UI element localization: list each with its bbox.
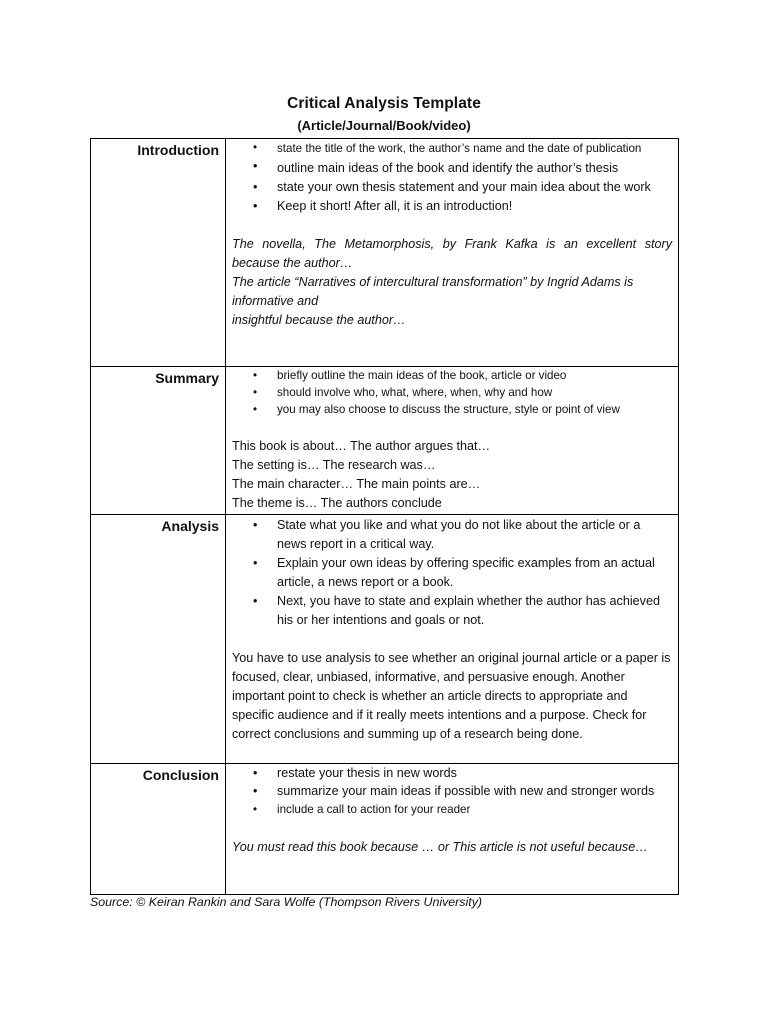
introduction-example-2: The article “Narratives of intercultural transformation” by Ingrid Adams is informative and bbox=[232, 275, 634, 308]
conclusion-label-cell bbox=[91, 764, 226, 895]
analysis-paragraph: You have to use analysis to see whether an original journal article or a paper is focused, clear, unbiased, informative, and persuasive enough. Another important point to check is whether an article directs to appropriate and specific audience and if it really meets intentions and a purpose. Check for correct conclusions and summing up of a research being done. bbox=[232, 651, 671, 741]
document-title: Critical Analysis Template bbox=[287, 95, 481, 112]
conclusion-bullet-list bbox=[232, 764, 672, 819]
summary-line-1: This book is about… The author argues that… bbox=[232, 439, 491, 453]
list-item: • state the title of the work, the author’s name and the date of publication bbox=[232, 139, 672, 157]
analysis-template-table bbox=[90, 138, 679, 895]
list-item: • state your own thesis statement and your main idea about the work bbox=[232, 178, 672, 197]
list-item: • State what you like and what you do not like about the article or a news report in a critical way. bbox=[232, 516, 672, 554]
summary-line-4: The theme is… The authors conclude bbox=[232, 496, 442, 510]
conclusion-content bbox=[226, 764, 679, 895]
list-item: • Explain your own ideas by offering specific examples from an actual article, a news report or a book. bbox=[232, 554, 672, 592]
document-subtitle: (Article/Journal/Book/video) bbox=[297, 118, 471, 133]
summary-line-2: The setting is… The research was… bbox=[232, 458, 436, 472]
list-item: • Next, you have to state and explain whether the author has achieved his or her intentions and goals or not. bbox=[232, 592, 672, 630]
summary-line-3: The main character… The main points are… bbox=[232, 477, 481, 491]
list-item: • should involve who, what, where, when, why and how bbox=[232, 384, 672, 401]
list-item: • briefly outline the main ideas of the book, article or video bbox=[232, 367, 672, 384]
analysis-label: Analysis bbox=[161, 518, 219, 534]
conclusion-label: Conclusion bbox=[142, 767, 219, 783]
introduction-label-cell bbox=[91, 139, 226, 367]
introduction-label: Introduction bbox=[137, 142, 219, 158]
conclusion-row bbox=[91, 764, 679, 895]
list-item: • you may also choose to discuss the structure, style or point of view bbox=[232, 401, 672, 418]
summary-bullet-list bbox=[232, 367, 672, 418]
conclusion-example: You must read this book because … or This article is not useful because… bbox=[232, 840, 648, 854]
analysis-row bbox=[91, 515, 679, 764]
introduction-bullet-list bbox=[232, 139, 672, 216]
summary-content bbox=[226, 367, 679, 515]
analysis-content bbox=[226, 515, 679, 764]
introduction-content bbox=[226, 139, 679, 367]
summary-label: Summary bbox=[155, 370, 219, 386]
list-item: • outline main ideas of the book and identify the author’s thesis bbox=[232, 157, 672, 178]
introduction-example-3: insightful because the author… bbox=[232, 313, 406, 327]
summary-label-cell bbox=[91, 367, 226, 515]
introduction-example-1: The novella, The Metamorphosis, by Frank Kafka is an excellent story because the author… bbox=[232, 237, 672, 270]
list-item: • summarize your main ideas if possible with new and stronger words bbox=[232, 782, 672, 800]
source-credit: Source: © Keiran Rankin and Sara Wolfe (Thompson Rivers University) bbox=[90, 895, 483, 909]
analysis-bullet-list bbox=[232, 515, 672, 630]
summary-row bbox=[91, 367, 679, 515]
analysis-label-cell bbox=[91, 515, 226, 764]
list-item: • Keep it short! After all, it is an introduction! bbox=[232, 197, 672, 216]
list-item: • include a call to action for your reader bbox=[232, 800, 672, 819]
list-item: • restate your thesis in new words bbox=[232, 764, 672, 782]
introduction-row bbox=[91, 139, 679, 367]
